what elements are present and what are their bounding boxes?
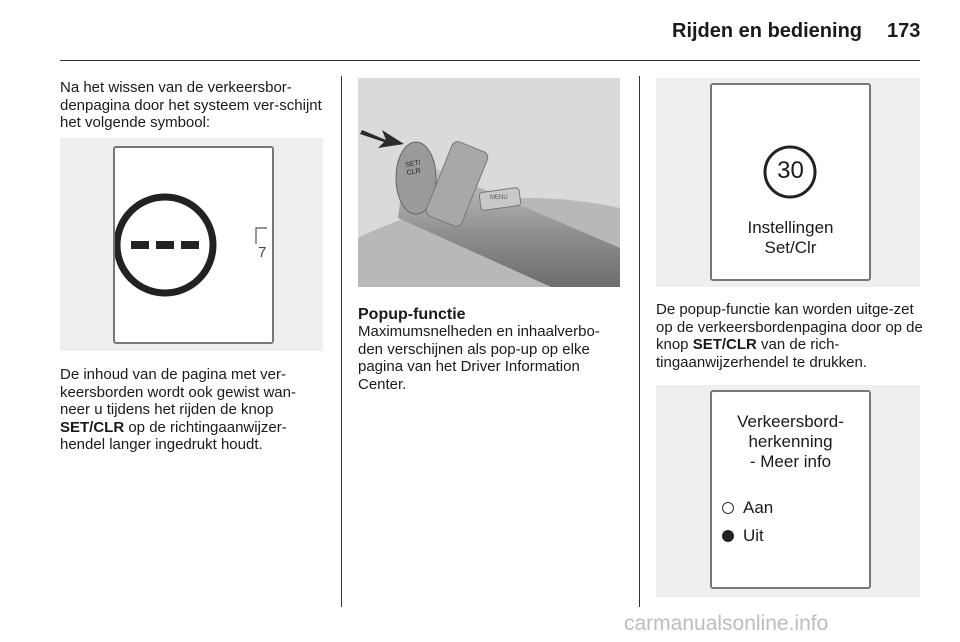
menu-title-line-2: herkenning: [748, 432, 833, 451]
radio-label-aan: Aan: [743, 498, 774, 517]
menu-button-label: MENU: [490, 195, 508, 201]
radio-option-aan: [722, 498, 773, 518]
settings-label-line-1: Instellingen: [747, 218, 834, 237]
dash-3: [181, 241, 199, 249]
sign-digit: 7: [258, 244, 267, 261]
cleared-sign-symbol: [115, 148, 272, 342]
col2-paragraph: Maximumsnelheden en inhaalverbo-den verschijnen als pop-up op elke pagina van het Driver Information Center.: [358, 323, 600, 393]
dash-1: [131, 241, 149, 249]
cleared-sign-figure: [60, 138, 323, 351]
cleared-sign-display: [113, 146, 274, 344]
col3-paragraph: De popup-functie kan worden uitge-zet op de verkeersbordenpagina door op de knop SET/CLR van de rich-tingaanwijzerhendel te drukken.: [656, 301, 923, 371]
speed-limit-value: 30: [777, 157, 804, 184]
menu-display: [710, 390, 871, 589]
page-header-title: Rijden en bediening: [672, 20, 863, 42]
radio-empty-icon: [722, 502, 734, 514]
radio-filled-icon: [722, 530, 734, 542]
page-number: 173: [887, 20, 921, 42]
menu-figure: [656, 385, 920, 597]
setclr-button-label: SET/ CLR: [404, 159, 422, 177]
speed-sign-figure: [656, 78, 920, 287]
col1-paragraph-1: Na het wissen van de verkeersbor-denpagina door het systeem ver-schijnt het volgende symbool:: [60, 79, 322, 131]
section-heading-popup: Popup-functie: [358, 306, 466, 323]
dash-2: [156, 241, 174, 249]
column-divider-1: [341, 76, 342, 607]
lever-illustration: [358, 78, 620, 287]
col1-paragraph-2: De inhoud van de pagina met ver-keersborden wordt ook gewist wan-neer u tijdens het rijden de knop SET/CLR op de richtingaanwijzer-hendel langer ingedrukt houdt.: [60, 366, 296, 453]
speed-sign-display: [710, 83, 871, 281]
pointer-arrow: [360, 130, 404, 148]
menu-title-line-1: Verkeersbord-: [737, 412, 844, 431]
settings-label-line-2: Set/Clr: [764, 238, 817, 257]
watermark: carmanualsonline.info: [624, 612, 829, 635]
radio-option-uit: [722, 526, 764, 546]
column-divider-2: [639, 76, 640, 607]
lever-photo-figure: [358, 78, 620, 287]
digit-frame: [256, 228, 267, 244]
menu-title-line-3: - Meer info: [749, 452, 832, 471]
header-rule: [60, 60, 920, 61]
radio-label-uit: Uit: [743, 526, 764, 545]
